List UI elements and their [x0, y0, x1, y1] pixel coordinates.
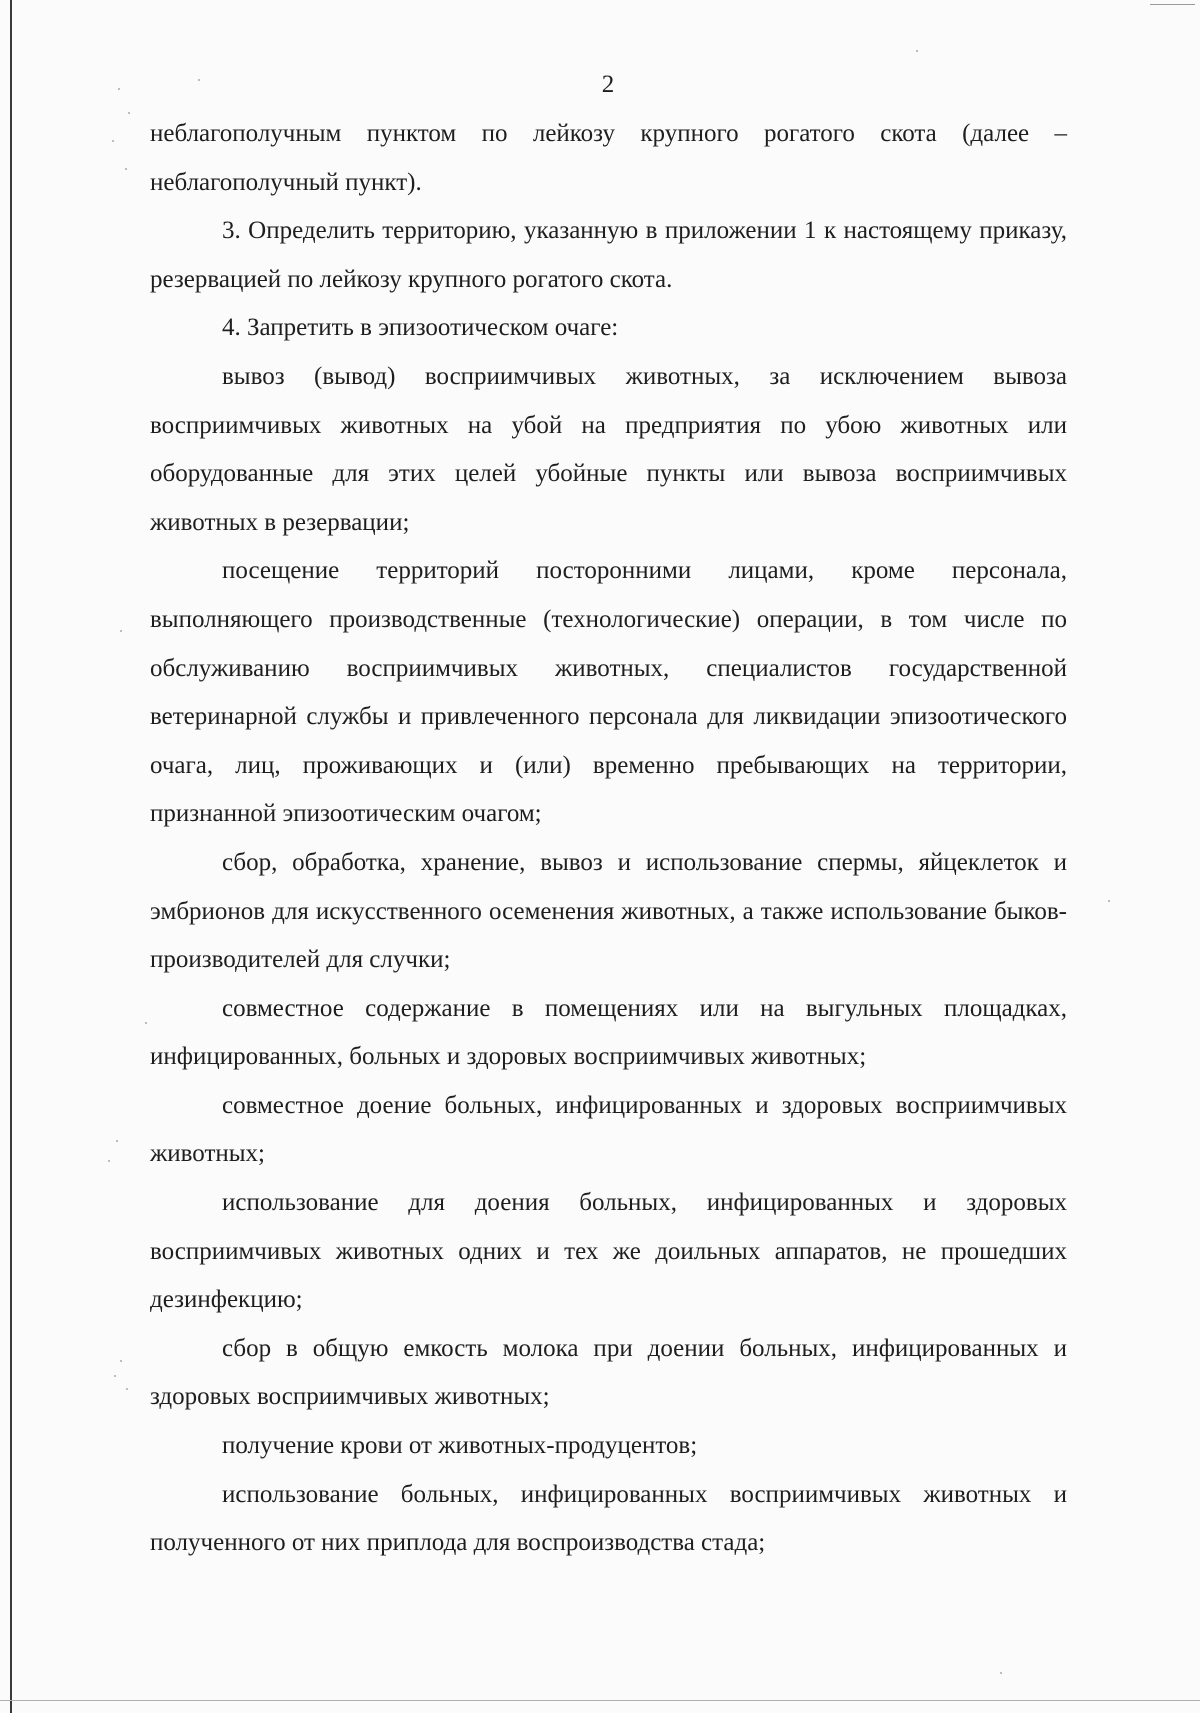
- scan-speck: [128, 112, 130, 114]
- scan-speck: [116, 1140, 118, 1142]
- prohibition-breeding-use: использование больных, инфицированных восприимчивых животных и полученного от них приплода для воспроизводства стада;: [150, 1480, 1067, 1557]
- prohibition-animal-removal: вывоз (вывод) восприимчивых животных, за исключением вывоза восприимчивых животных на убой на предприятия по убою животных или оборудованные для этих целей убойные пункты или вывоза восприимчивых животных в резервации;: [150, 362, 1067, 536]
- prohibition-joint-milking: совместное доение больных, инфицированных и здоровых восприимчивых животных;: [150, 1091, 1067, 1168]
- prohibition-blood-collection: получение крови от животных-продуцентов;: [222, 1432, 698, 1460]
- scan-speck: [916, 50, 918, 52]
- scan-speck: [108, 1160, 110, 1162]
- prohibition-semen-embryos: сбор, обработка, хранение, вывоз и использование спермы, яйцеклеток и эмбрионов для искусственного осеменения животных, а также использование быков-производителей для случки;: [150, 848, 1067, 974]
- scan-speck: [126, 1388, 128, 1390]
- scan-speck: [125, 168, 127, 170]
- scan-speck: [198, 79, 200, 81]
- scan-speck: [112, 140, 114, 142]
- paragraph-continuation: неблагополучным пунктом по лейкозу крупного рогатого скота (далее – неблагополучный пункт).: [150, 120, 1067, 196]
- scan-edge-left: [10, 0, 12, 1713]
- scan-speck: [120, 1360, 122, 1362]
- paragraph-item-3: 3. Определить территорию, указанную в приложении 1 к настоящему приказу, резервацией по лейкозу крупного рогатого скота.: [150, 217, 1067, 293]
- paragraph-item-4: 4. Запретить в эпизоотическом очаге:: [222, 314, 619, 342]
- scan-edge-top: [1150, 4, 1195, 5]
- scan-speck: [120, 630, 122, 632]
- scan-speck: [1108, 900, 1110, 902]
- scan-speck: [114, 1375, 116, 1377]
- scan-speck: [145, 1022, 147, 1024]
- page-number: 2: [601, 71, 615, 98]
- prohibition-shared-milking-machines: использование для доения больных, инфицированных и здоровых восприимчивых животных одних и тех же доильных аппаратов, не прошедших дезинфекцию;: [150, 1189, 1067, 1314]
- scan-speck: [118, 88, 120, 90]
- prohibition-milk-collection: сбор в общую емкость молока при доении больных, инфицированных и здоровых восприимчивых животных;: [150, 1334, 1067, 1411]
- scan-speck: [1000, 1672, 1002, 1674]
- scan-edge-bottom: [0, 1700, 1200, 1701]
- prohibition-visitors: посещение территорий посторонними лицами, кроме персонала, выполняющего производственные (технологические) операции, в том числе по обслуживанию восприимчивых животных, специалистов государственной ветеринарной службы и привлеченного персонала для ликвидации эпизоотического очага, лиц, проживающих и (или) временно пребывающих на территории, признанной эпизоотическим очагом;: [150, 557, 1067, 828]
- prohibition-joint-housing: совместное содержание в помещениях или на выгульных площадках, инфицированных, больных и здоровых восприимчивых животных;: [150, 994, 1067, 1071]
- document-body: [150, 110, 1067, 1568]
